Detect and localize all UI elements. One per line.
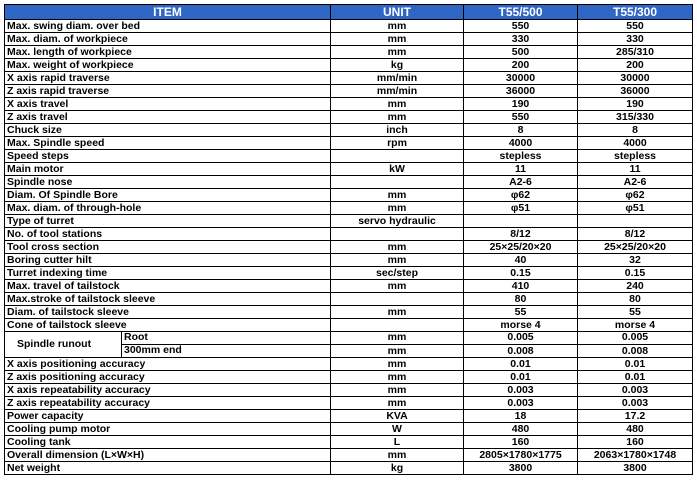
table-row bbox=[5, 267, 693, 280]
cell-t500: 8/12 bbox=[464, 228, 578, 241]
cell-t500 bbox=[464, 215, 578, 228]
cell-unit: mm bbox=[331, 202, 464, 215]
table-row bbox=[5, 85, 693, 98]
runout-end-t500: 0.008 bbox=[464, 345, 578, 358]
cell-t500: 480 bbox=[464, 423, 578, 436]
cell-t300: 8/12 bbox=[578, 228, 693, 241]
cell-item: Cone of tailstock sleeve bbox=[5, 319, 331, 332]
cell-unit: mm bbox=[331, 397, 464, 410]
table-row bbox=[5, 423, 693, 436]
cell-t500: 550 bbox=[464, 20, 578, 33]
cell-t300: 11 bbox=[578, 163, 693, 176]
cell-t300: 17.2 bbox=[578, 410, 693, 423]
cell-item: Max. length of workpiece bbox=[5, 46, 331, 59]
cell-unit: sec/step bbox=[331, 267, 464, 280]
table-row bbox=[5, 241, 693, 254]
table-row bbox=[5, 150, 693, 163]
cell-t300: 190 bbox=[578, 98, 693, 111]
cell-t300 bbox=[578, 215, 693, 228]
cell-t300: 0.003 bbox=[578, 397, 693, 410]
cell-item: Z axis rapid traverse bbox=[5, 85, 331, 98]
cell-t300: 4000 bbox=[578, 137, 693, 150]
cell-item: Z axis positioning accuracy bbox=[5, 371, 331, 384]
cell-t500: 3800 bbox=[464, 462, 578, 475]
cell-t500: 0.15 bbox=[464, 267, 578, 280]
table-row bbox=[5, 462, 693, 475]
cell-t500: 30000 bbox=[464, 72, 578, 85]
cell-t500: 160 bbox=[464, 436, 578, 449]
cell-t300: 285/310 bbox=[578, 46, 693, 59]
cell-unit: kW bbox=[331, 163, 464, 176]
cell-t500: 190 bbox=[464, 98, 578, 111]
cell-t300: 3800 bbox=[578, 462, 693, 475]
runout-root-unit: mm bbox=[331, 332, 464, 345]
cell-t500: 2805×1780×1775 bbox=[464, 449, 578, 462]
cell-t500: 80 bbox=[464, 293, 578, 306]
cell-unit: mm bbox=[331, 280, 464, 293]
table-row bbox=[5, 254, 693, 267]
cell-unit bbox=[331, 228, 464, 241]
cell-item: Spindle nose bbox=[5, 176, 331, 189]
cell-t300: 315/330 bbox=[578, 111, 693, 124]
cell-t500: 0.003 bbox=[464, 384, 578, 397]
cell-item: Max.stroke of tailstock sleeve bbox=[5, 293, 331, 306]
cell-t500: 4000 bbox=[464, 137, 578, 150]
table-row bbox=[5, 280, 693, 293]
header-unit: UNIT bbox=[331, 5, 464, 20]
cell-item: Max. diam. of workpiece bbox=[5, 33, 331, 46]
cell-t300: 25×25/20×20 bbox=[578, 241, 693, 254]
cell-unit: mm bbox=[331, 384, 464, 397]
cell-t500: 500 bbox=[464, 46, 578, 59]
cell-item: Z axis repeatability accuracy bbox=[5, 397, 331, 410]
cell-t500: 330 bbox=[464, 33, 578, 46]
cell-item: Z axis travel bbox=[5, 111, 331, 124]
cell-t500: 11 bbox=[464, 163, 578, 176]
table-row bbox=[5, 46, 693, 59]
cell-unit: W bbox=[331, 423, 464, 436]
cell-item: Max. Spindle speed bbox=[5, 137, 331, 150]
table-row bbox=[5, 319, 693, 332]
cell-t500: 8 bbox=[464, 124, 578, 137]
cell-item: Boring cutter hilt bbox=[5, 254, 331, 267]
cell-unit: L bbox=[331, 436, 464, 449]
cell-t500: 550 bbox=[464, 111, 578, 124]
cell-item: Diam. Of Spindle Bore bbox=[5, 189, 331, 202]
cell-item: Tool cross section bbox=[5, 241, 331, 254]
table-row bbox=[5, 59, 693, 72]
cell-t500: 25×25/20×20 bbox=[464, 241, 578, 254]
runout-root-t300: 0.005 bbox=[578, 332, 693, 345]
table-row bbox=[5, 371, 693, 384]
cell-t500: A2-6 bbox=[464, 176, 578, 189]
cell-unit: KVA bbox=[331, 410, 464, 423]
cell-item: Cooling tank bbox=[5, 436, 331, 449]
table-row bbox=[5, 449, 693, 462]
cell-t300: 240 bbox=[578, 280, 693, 293]
cell-unit: mm bbox=[331, 358, 464, 371]
cell-t300: 30000 bbox=[578, 72, 693, 85]
cell-item: Power capacity bbox=[5, 410, 331, 423]
cell-unit: mm bbox=[331, 306, 464, 319]
cell-t300: 480 bbox=[578, 423, 693, 436]
cell-unit: mm bbox=[331, 33, 464, 46]
cell-t300: 55 bbox=[578, 306, 693, 319]
table-row bbox=[5, 202, 693, 215]
table-row bbox=[5, 137, 693, 150]
cell-item: Overall dimension (L×W×H) bbox=[5, 449, 331, 462]
spec-table bbox=[4, 4, 693, 475]
cell-item: X axis travel bbox=[5, 98, 331, 111]
table-row bbox=[5, 293, 693, 306]
cell-t300: 32 bbox=[578, 254, 693, 267]
cell-t300: 160 bbox=[578, 436, 693, 449]
cell-unit: mm bbox=[331, 111, 464, 124]
table-row bbox=[5, 436, 693, 449]
cell-item: X axis repeatability accuracy bbox=[5, 384, 331, 397]
table-row bbox=[5, 384, 693, 397]
table-row bbox=[5, 306, 693, 319]
table-row bbox=[5, 20, 693, 33]
cell-item: X axis positioning accuracy bbox=[5, 358, 331, 371]
cell-t300: 80 bbox=[578, 293, 693, 306]
cell-item: Main motor bbox=[5, 163, 331, 176]
cell-t500: 40 bbox=[464, 254, 578, 267]
cell-t500: 18 bbox=[464, 410, 578, 423]
cell-t500: 410 bbox=[464, 280, 578, 293]
table-row bbox=[5, 72, 693, 85]
cell-unit: mm bbox=[331, 98, 464, 111]
cell-item: Turret indexing time bbox=[5, 267, 331, 280]
cell-item: Max. diam. of through-hole bbox=[5, 202, 331, 215]
cell-unit: inch bbox=[331, 124, 464, 137]
cell-t300: 200 bbox=[578, 59, 693, 72]
table-row bbox=[5, 358, 693, 371]
cell-item: Chuck size bbox=[5, 124, 331, 137]
cell-t500: stepless bbox=[464, 150, 578, 163]
cell-t300: 36000 bbox=[578, 85, 693, 98]
table-row bbox=[5, 98, 693, 111]
cell-t500: morse 4 bbox=[464, 319, 578, 332]
cell-unit: kg bbox=[331, 59, 464, 72]
table-row bbox=[5, 228, 693, 241]
header-t300: T55/300 bbox=[578, 5, 693, 20]
table-row bbox=[5, 215, 693, 228]
cell-t500: 0.003 bbox=[464, 397, 578, 410]
cell-item: Max. travel of tailstock bbox=[5, 280, 331, 293]
cell-unit bbox=[331, 176, 464, 189]
cell-unit: kg bbox=[331, 462, 464, 475]
table-row bbox=[5, 397, 693, 410]
cell-item: No. of tool stations bbox=[5, 228, 331, 241]
cell-t500: 200 bbox=[464, 59, 578, 72]
cell-item: Max. swing diam. over bed bbox=[5, 20, 331, 33]
cell-t500: 36000 bbox=[464, 85, 578, 98]
cell-unit: servo hydraulic bbox=[331, 215, 464, 228]
cell-t500: φ51 bbox=[464, 202, 578, 215]
cell-item: Speed steps bbox=[5, 150, 331, 163]
table-row bbox=[5, 176, 693, 189]
cell-item: X axis rapid traverse bbox=[5, 72, 331, 85]
cell-unit bbox=[331, 319, 464, 332]
table-row bbox=[5, 124, 693, 137]
cell-t500: 0.01 bbox=[464, 358, 578, 371]
cell-t300: 2063×1780×1748 bbox=[578, 449, 693, 462]
cell-unit: mm bbox=[331, 254, 464, 267]
cell-unit bbox=[331, 150, 464, 163]
cell-item: Diam. of tailstock sleeve bbox=[5, 306, 331, 319]
cell-unit: rpm bbox=[331, 137, 464, 150]
cell-unit: mm bbox=[331, 189, 464, 202]
runout-end-unit: mm bbox=[331, 345, 464, 358]
cell-t300: A2-6 bbox=[578, 176, 693, 189]
cell-t300: 330 bbox=[578, 33, 693, 46]
runout-end-sub: 300mm end bbox=[122, 345, 331, 358]
cell-t300: morse 4 bbox=[578, 319, 693, 332]
table-row bbox=[5, 111, 693, 124]
cell-t300: stepless bbox=[578, 150, 693, 163]
header-item: ITEM bbox=[5, 5, 331, 20]
cell-t300: φ51 bbox=[578, 202, 693, 215]
cell-t300: 8 bbox=[578, 124, 693, 137]
runout-root-t500: 0.005 bbox=[464, 332, 578, 345]
cell-unit: mm/min bbox=[331, 72, 464, 85]
cell-t300: φ62 bbox=[578, 189, 693, 202]
cell-t300: 0.01 bbox=[578, 371, 693, 384]
cell-unit: mm bbox=[331, 371, 464, 384]
runout-end-t300: 0.008 bbox=[578, 345, 693, 358]
runout-root-sub: Root bbox=[122, 332, 331, 345]
cell-unit: mm/min bbox=[331, 85, 464, 98]
cell-t500: φ62 bbox=[464, 189, 578, 202]
table-row bbox=[5, 410, 693, 423]
table-row-runout-root bbox=[5, 332, 693, 345]
header-row bbox=[5, 5, 693, 20]
cell-item: Net weight bbox=[5, 462, 331, 475]
cell-t500: 0.01 bbox=[464, 371, 578, 384]
cell-unit bbox=[331, 293, 464, 306]
cell-item: Cooling pump motor bbox=[5, 423, 331, 436]
table-row bbox=[5, 189, 693, 202]
cell-unit: mm bbox=[331, 20, 464, 33]
cell-t300: 550 bbox=[578, 20, 693, 33]
header-t500: T55/500 bbox=[464, 5, 578, 20]
cell-t300: 0.01 bbox=[578, 358, 693, 371]
cell-item: Type of turret bbox=[5, 215, 331, 228]
cell-unit: mm bbox=[331, 449, 464, 462]
cell-t300: 0.003 bbox=[578, 384, 693, 397]
cell-t500: 55 bbox=[464, 306, 578, 319]
cell-unit: mm bbox=[331, 241, 464, 254]
runout-label: Spindle runout bbox=[5, 332, 122, 358]
cell-t300: 0.15 bbox=[578, 267, 693, 280]
table-row bbox=[5, 163, 693, 176]
table-row bbox=[5, 33, 693, 46]
cell-unit: mm bbox=[331, 46, 464, 59]
cell-item: Max. weight of workpiece bbox=[5, 59, 331, 72]
